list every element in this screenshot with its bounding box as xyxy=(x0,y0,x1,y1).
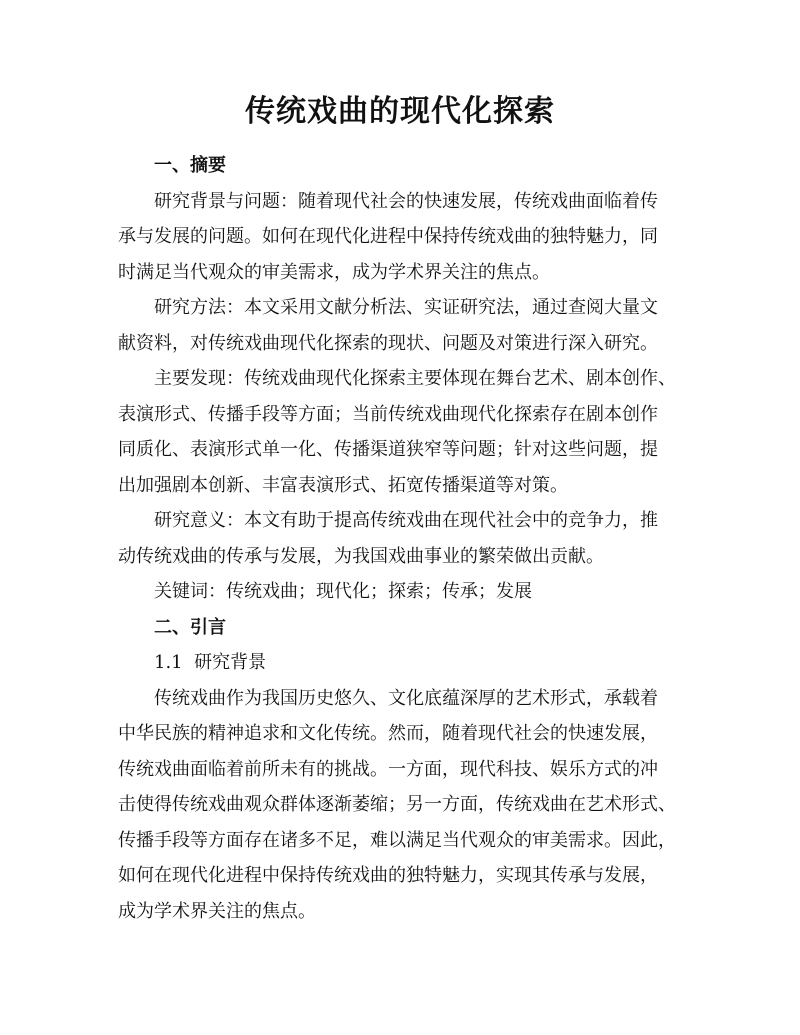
paragraph-line: 研究方法：本文采用文献分析法、实证研究法，通过查阅大量文 xyxy=(154,297,658,318)
paragraph-line: 献资料，对传统戏曲现代化探索的现状、问题及对策进行深入研究。 xyxy=(118,332,658,354)
paragraph-line: 研究背景与问题：随着现代社会的快速发展，传统戏曲面临着传 xyxy=(154,190,658,212)
section-heading-introduction: 二、引言 xyxy=(154,616,226,638)
subsection-heading: 1.1 研究背景 xyxy=(154,652,267,673)
paragraph-line: 传统戏曲面临着前所未有的挑战。一方面，现代科技、娱乐方式的冲 xyxy=(118,758,658,780)
section-heading-abstract: 一、摘要 xyxy=(154,155,226,176)
paragraph-line: 传统戏曲作为我国历史悠久、文化底蕴深厚的艺术形式，承载着 xyxy=(154,687,658,709)
paragraph-line: 同质化、表演形式单一化、传播渠道狭窄等问题；针对这些问题，提 xyxy=(118,439,658,460)
paragraph-line: 动传统戏曲的传承与发展，为我国戏曲事业的繁荣做出贡献。 xyxy=(118,545,604,567)
paragraph-line: 表演形式、传播手段等方面；当前传统戏曲现代化探索存在剧本创作 xyxy=(118,403,658,425)
page-title: 传统戏曲的现代化探索 xyxy=(245,94,555,129)
paragraph-line: 如何在现代化进程中保持传统戏曲的独特魅力，实现其传承与发展， xyxy=(118,865,658,886)
paragraph-line: 中华民族的精神追求和文化传统。然而，随着现代社会的快速发展， xyxy=(118,723,658,744)
paragraph-line: 研究意义：本文有助于提高传统戏曲在现代社会中的竞争力，推 xyxy=(154,510,658,531)
document-body xyxy=(118,148,678,929)
paragraph-line: 出加强剧本创新、丰富表演形式、拓宽传播渠道等对策。 xyxy=(118,474,568,496)
paragraph-line: 成为学术界关注的焦点。 xyxy=(118,900,316,922)
paragraph-line: 传播手段等方面存在诸多不足，难以满足当代观众的审美需求。因此， xyxy=(118,829,676,851)
paragraph-line: 击使得传统戏曲观众群体逐渐萎缩；另一方面，传统戏曲在艺术形式、 xyxy=(118,794,676,815)
paragraph-line: 主要发现：传统戏曲现代化探索主要体现在舞台艺术、剧本创作、 xyxy=(154,368,676,389)
paragraph-line: 时满足当代观众的审美需求，成为学术界关注的焦点。 xyxy=(118,261,550,283)
keywords-line: 关键词：传统戏曲；现代化；探索；传承；发展 xyxy=(154,581,532,602)
paragraph-line: 承与发展的问题。如何在现代化进程中保持传统戏曲的独特魅力，同 xyxy=(118,226,658,247)
